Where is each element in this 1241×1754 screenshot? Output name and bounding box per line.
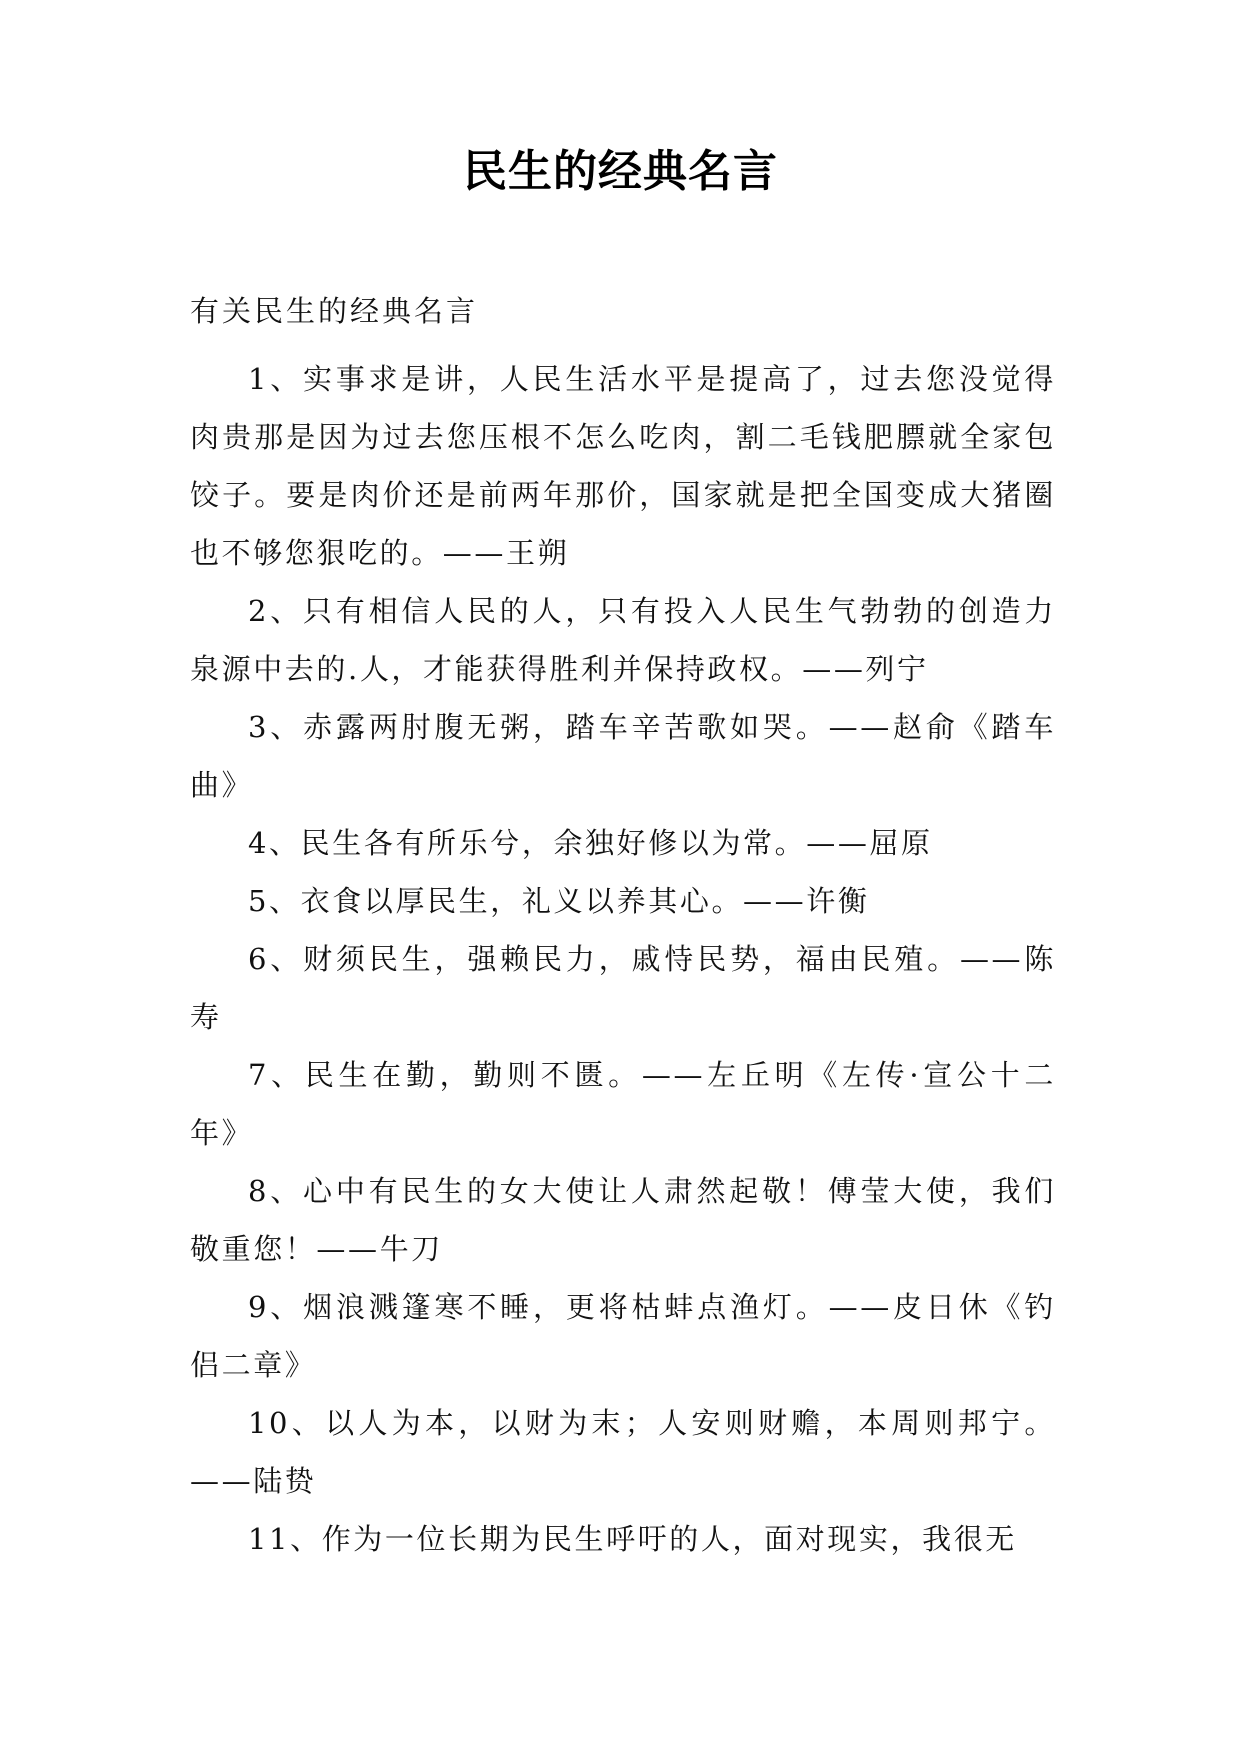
- quote-paragraph: 7、民生在勤，勤则不匮。——左丘明《左传·宣公十二年》: [190, 1058, 1056, 1150]
- quote-paragraph: 2、只有相信人民的人，只有投入人民生气勃勃的创造力泉源中去的.人，才能获得胜利并保持政权。——列宁: [190, 594, 1056, 686]
- quote-paragraph: 4、民生各有所乐兮，余独好修以为常。——屈原: [248, 826, 933, 860]
- quote-paragraph: 3、赤露两肘腹无粥，踏车辛苦歌如哭。——赵俞《踏车曲》: [190, 710, 1056, 802]
- section-heading: 有关民生的经典名言: [190, 294, 479, 328]
- quote-paragraph: 5、衣食以厚民生，礼义以养其心。——许衡: [248, 884, 870, 918]
- quote-paragraph: 1、实事求是讲，人民生活水平是提高了，过去您没觉得肉贵那是因为过去您压根不怎么吃肉，割二毛钱肥膘就全家包饺子。要是肉价还是前两年那价，国家就是把全国变成大猪圈也不够您狠吃的。——王朔: [190, 362, 1056, 570]
- page-title: 民生的经典名言: [463, 146, 778, 197]
- quote-paragraph: 6、财须民生，强赖民力，戚恃民势，福由民殖。——陈寿: [190, 942, 1056, 1034]
- quote-paragraph: 9、烟浪溅篷寒不睡，更将枯蚌点渔灯。——皮日休《钓侣二章》: [190, 1290, 1056, 1382]
- quote-list: [190, 350, 1056, 1568]
- quote-paragraph: 11、作为一位长期为民生呼吁的人，面对现实，我很无: [248, 1522, 1017, 1556]
- quote-paragraph: 8、心中有民生的女大使让人肃然起敬！傅莹大使，我们敬重您！——牛刀: [190, 1174, 1056, 1266]
- quote-paragraph: 10、以人为本，以财为末；人安则财赡，本周则邦宁。——陆贽: [190, 1406, 1056, 1498]
